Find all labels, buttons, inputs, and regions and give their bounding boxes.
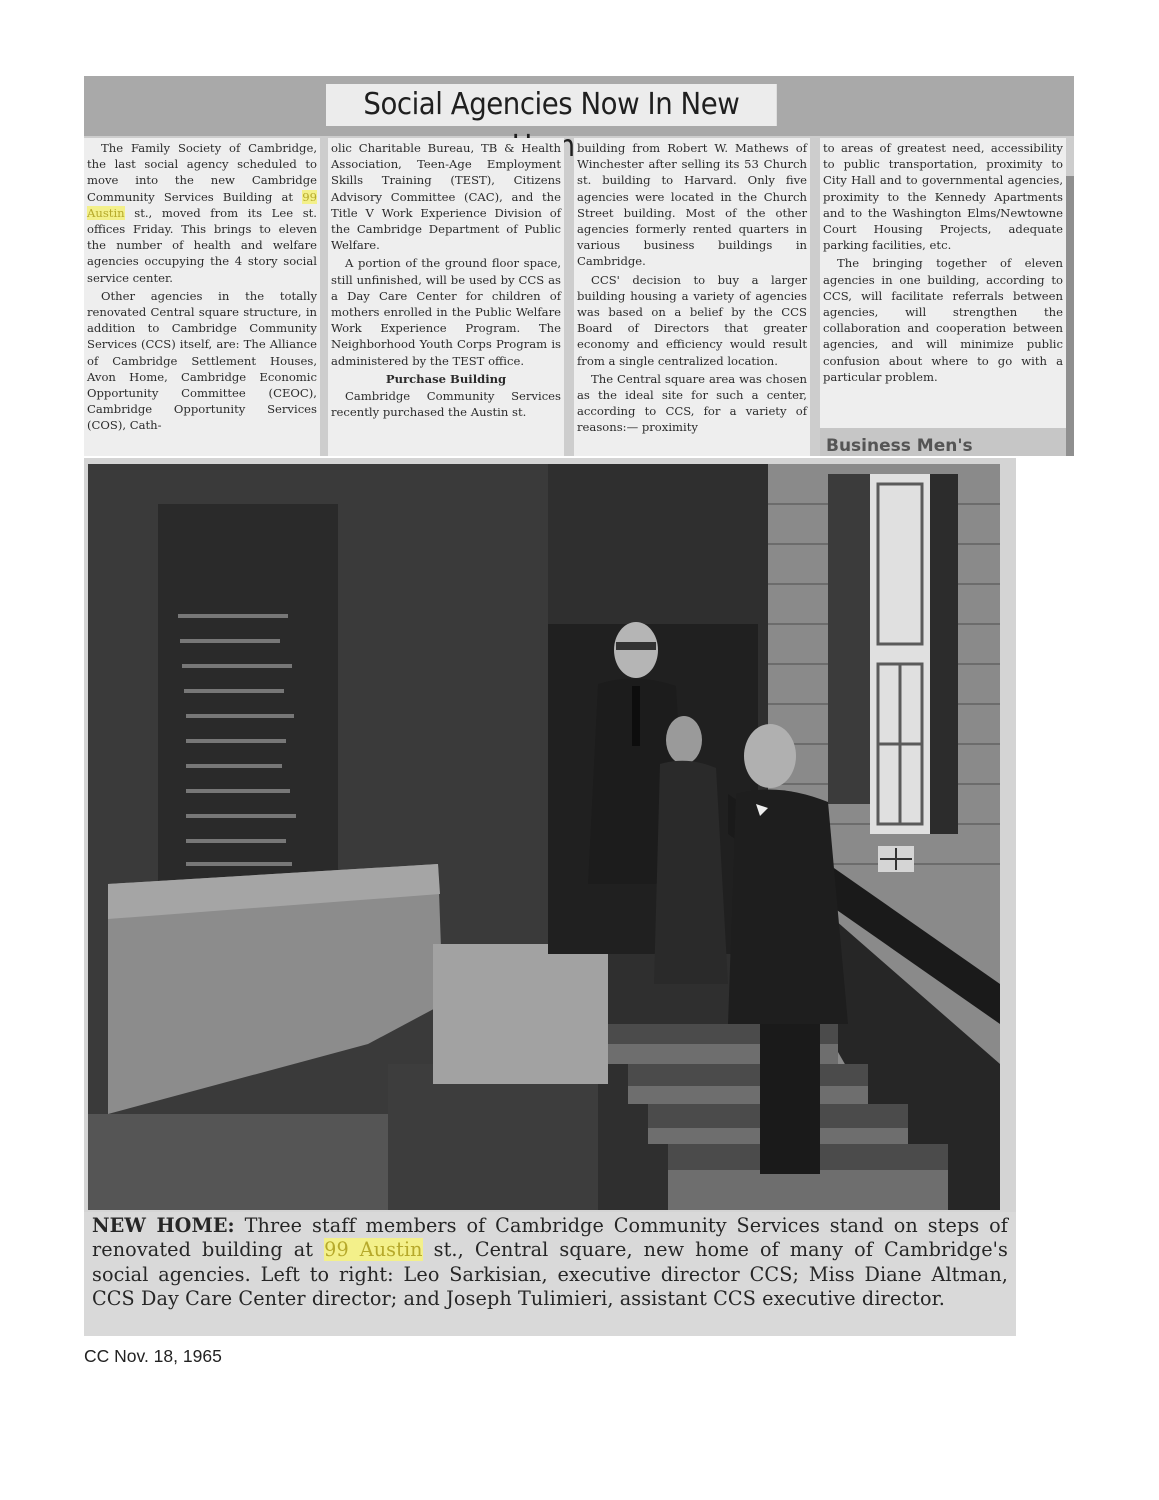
next-article-headline-fragment: Business Men's [820, 428, 1066, 456]
caption-lead: NEW HOME: [92, 1214, 235, 1237]
column-1-paragraph-2: Other agencies in the totally renovated Central square structure, in addition to Cambridge Community Services (CCS) itself, are: The Alliance of Cambridge Settlement Houses, Avon Home, Cambridge Economic Opportunity Committee (CEOC), Cambridge Opportunity Services (COS), Cath- [87, 288, 317, 433]
column-3-paragraph-3: The Central square area was chosen as the ideal site for such a center, according to CCS, for a variety of reasons:— proximity [577, 371, 807, 435]
article-column-4 [820, 138, 1066, 428]
article-column-3 [574, 138, 810, 456]
clipping-edge-strip [1066, 176, 1074, 456]
article-clipping [84, 76, 1074, 456]
column-4-paragraph-2: The bringing together of eleven agencies in one building, according to CCS, will facilitate referrals between agencies, will strengthen the collaboration and cooperation between agencies, and will minimize public confusion about where to go with a particular problem. [823, 256, 1063, 384]
column-2-paragraph-3: Cambridge Community Services recently purchased the Austin st. [331, 389, 561, 420]
photo-caption [84, 1212, 1016, 1336]
column-3-paragraph-2: CCS' decision to buy a larger building housing a variety of agencies was based on a belief by the CCS Board of Directors that greater economy and efficiency would result from a single centralized location. [577, 272, 807, 368]
column-2-subheading: Purchase Building [385, 371, 507, 386]
column-4-paragraph-1: to areas of greatest need, accessibility to public transportation, proximity to City Hall and to governmental agencies, proximity to the Kennedy Apartments and to the Washington Elms/Newtowne Court Housing Projects, adequate parking facilities, etc. [823, 141, 1063, 253]
column-1-paragraph-1: The Family Society of Cambridge, the last social agency scheduled to move into the new Cambridge Community Services Building at 99 Austin st., moved from its Lee st. offices Friday. This brings to eleven the number of health and welfare agencies occupying the 4 story social service center. [87, 141, 317, 285]
newspaper-photo [84, 458, 1016, 1216]
article-column-1 [84, 138, 320, 456]
address-highlight: 99 Austin [87, 189, 317, 220]
column-2-paragraph-1: olic Charitable Bureau, TB & Health Association, Teen-Age Employment Skills Training (TEST), Citizens Advisory Committee (CAC), and the Title V Work Experience Division of the Cambridge Department of Public Welfare. [331, 141, 561, 253]
building-steps-photo [88, 464, 1000, 1210]
caption-text: NEW HOME: Three staff members of Cambridge Community Services stand on steps of renovated building at 99 Austin st., Central square, new home of many of Cambridge's social agencies. Left to right: Leo Sarkisian, executive director CCS; Miss Diane Altman, CCS Day Care Center director; and Joseph Tulimieri, assistant CCS executive director. [92, 1214, 1008, 1311]
source-citation: CC Nov. 18, 1965 [84, 1346, 222, 1366]
caption-address-highlight: 99 Austin [324, 1238, 423, 1262]
article-column-2 [328, 138, 564, 456]
column-3-paragraph-1: building from Robert W. Mathews of Winchester after selling its 53 Church st. building to Harvard. Only five agencies were located in the Church Street building. Most of the other agencies formerly rented quarters in various business buildings in Cambridge. [577, 141, 807, 269]
column-2-paragraph-2: A portion of the ground floor space, still unfinished, will be used by CCS as a Day Care Center for children of mothers enrolled in the Public Welfare Work Experience Program. The Neighborhood Youth Corps Program is administered by the TEST office. [331, 256, 561, 368]
article-headline: Social Agencies Now In New [326, 84, 777, 126]
